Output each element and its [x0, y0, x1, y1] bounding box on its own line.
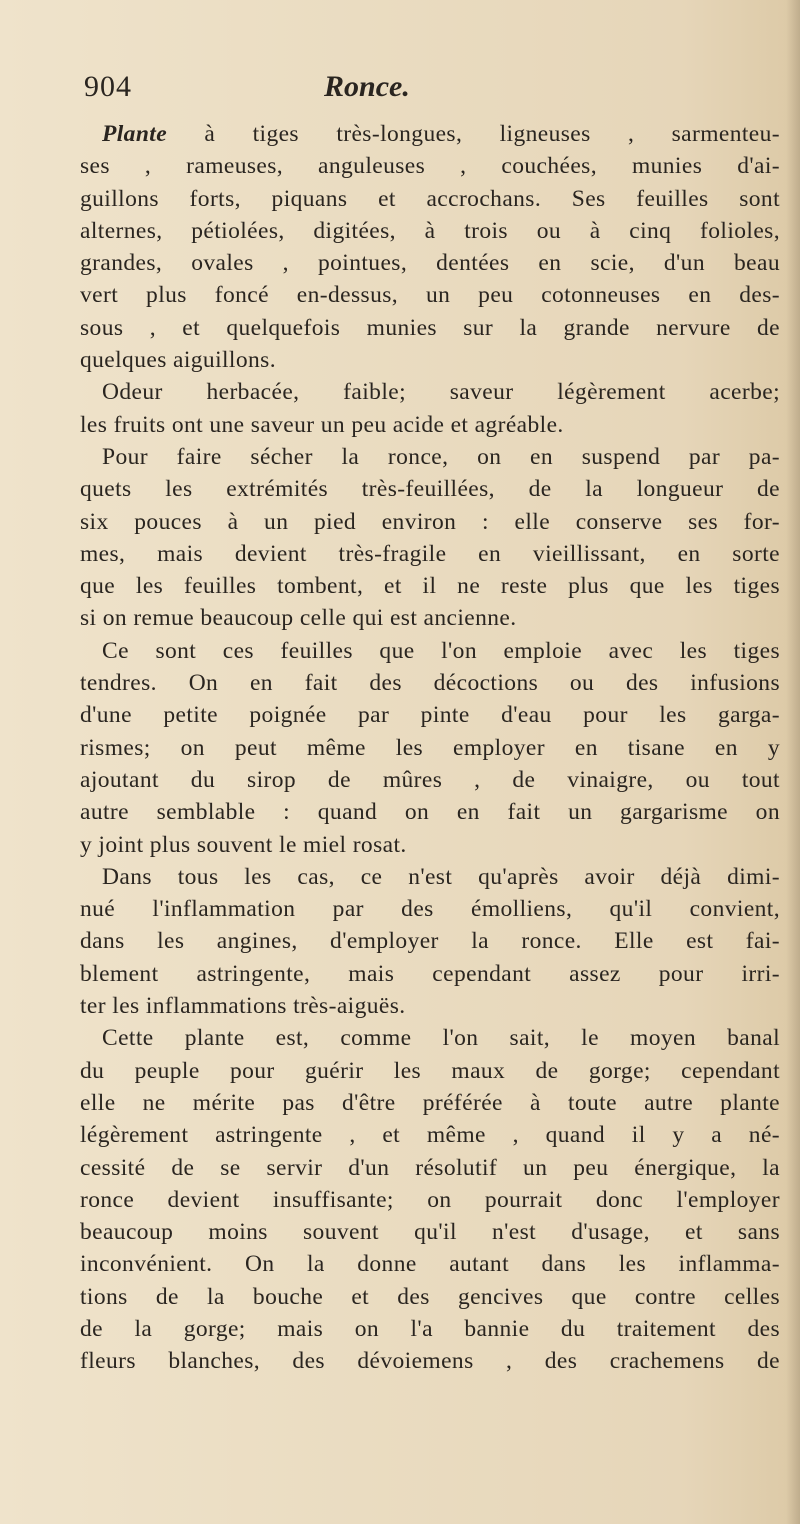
text-line: cessité de se servir d'un résolutif un peu énergique, la	[80, 1154, 780, 1181]
paragraph	[80, 861, 780, 1022]
page-header	[84, 70, 774, 110]
text-line: Cette plante est, comme l'on sait, le moyen banal	[102, 1025, 780, 1052]
paragraph	[80, 1022, 780, 1377]
text-line: autre semblable : quand on en fait un gargarisme on	[80, 799, 780, 826]
text-line: fleurs blanches, des dévoiemens , des crachemens de	[80, 1348, 780, 1375]
paragraph	[80, 376, 780, 441]
text-line: quelques aiguillons.	[80, 347, 276, 374]
text-body	[80, 118, 780, 1378]
text-line: Ce sont ces feuilles que l'on emploie avec les tiges	[102, 637, 780, 664]
page-number: 904	[84, 70, 132, 103]
text-line: les fruits ont une saveur un peu acide et agréable.	[80, 411, 564, 438]
text-line: inconvénient. On la donne autant dans les inflamma-	[80, 1251, 780, 1278]
text-line: tendres. On en fait des décoctions ou des infusions	[80, 670, 780, 697]
text-line: Odeur herbacée, faible; saveur légèrement acerbe;	[102, 379, 780, 406]
text-line: quets les extrémités très-feuillées, de la longueur de	[80, 476, 780, 503]
text-line: rismes; on peut même les employer en tisane en y	[80, 734, 780, 761]
text-line: y joint plus souvent le miel rosat.	[80, 831, 407, 858]
text-line: Pour faire sécher la ronce, on en suspend par pa-	[102, 443, 780, 470]
text-line: six pouces à un pied environ : elle conserve ses for-	[80, 508, 780, 535]
text-line: tions de la bouche et des gencives que contre celles	[80, 1283, 780, 1310]
text-line: mes, mais devient très-fragile en vieillissant, en sorte	[80, 540, 780, 567]
text-line: que les feuilles tombent, et il ne reste plus que les tiges	[80, 573, 780, 600]
text-line: légèrement astringente , et même , quand il y a né-	[80, 1122, 780, 1149]
text-line: d'une petite poignée par pinte d'eau pour les garga-	[80, 702, 780, 729]
running-head: Ronce.	[324, 70, 410, 103]
text-line: Dans tous les cas, ce n'est qu'après avoir déjà dimi-	[102, 863, 780, 890]
text-line: nué l'inflammation par des émolliens, qu'il convient,	[80, 896, 780, 923]
text-line: blement astringente, mais cependant assez pour irri-	[80, 960, 780, 987]
text-line: ronce devient insuffisante; on pourrait donc l'employer	[80, 1186, 780, 1213]
text-line: du peuple pour guérir les maux de gorge; cependant	[80, 1057, 780, 1084]
text-line: guillons forts, piquans et accrochans. Ses feuilles sont	[80, 185, 780, 212]
page-edge-shadow	[786, 0, 800, 1524]
text-line: dans les angines, d'employer la ronce. Elle est fai-	[80, 928, 780, 955]
text-line: ajoutant du sirop de mûres , de vinaigre, ou tout	[80, 766, 780, 793]
text-line: elle ne mérite pas d'être préférée à toute autre plante	[80, 1089, 780, 1116]
paragraph	[80, 635, 780, 861]
text-line: de la gorge; mais on l'a bannie du traitement des	[80, 1315, 780, 1342]
paragraph	[80, 441, 780, 635]
text-line: si on remue beaucoup celle qui est ancienne.	[80, 605, 517, 632]
paragraph	[80, 118, 780, 376]
text-line: Plante à tiges très-longues, ligneuses , sarmenteu-	[102, 121, 780, 147]
text-line: alternes, pétiolées, digitées, à trois ou à cinq folioles,	[80, 217, 780, 244]
lead-word: Plante	[102, 121, 168, 147]
text-line: ter les inflammations très-aiguës.	[80, 993, 406, 1020]
text-line: beaucoup moins souvent qu'il n'est d'usage, et sans	[80, 1219, 780, 1246]
text-line: ses , rameuses, anguleuses , couchées, munies d'ai-	[80, 153, 780, 180]
text-line: vert plus foncé en-dessus, un peu cotonneuses en des-	[80, 282, 780, 309]
text-line: grandes, ovales , pointues, dentées en scie, d'un beau	[80, 250, 780, 277]
text-line: sous , et quelquefois munies sur la grande nervure de	[80, 314, 780, 341]
